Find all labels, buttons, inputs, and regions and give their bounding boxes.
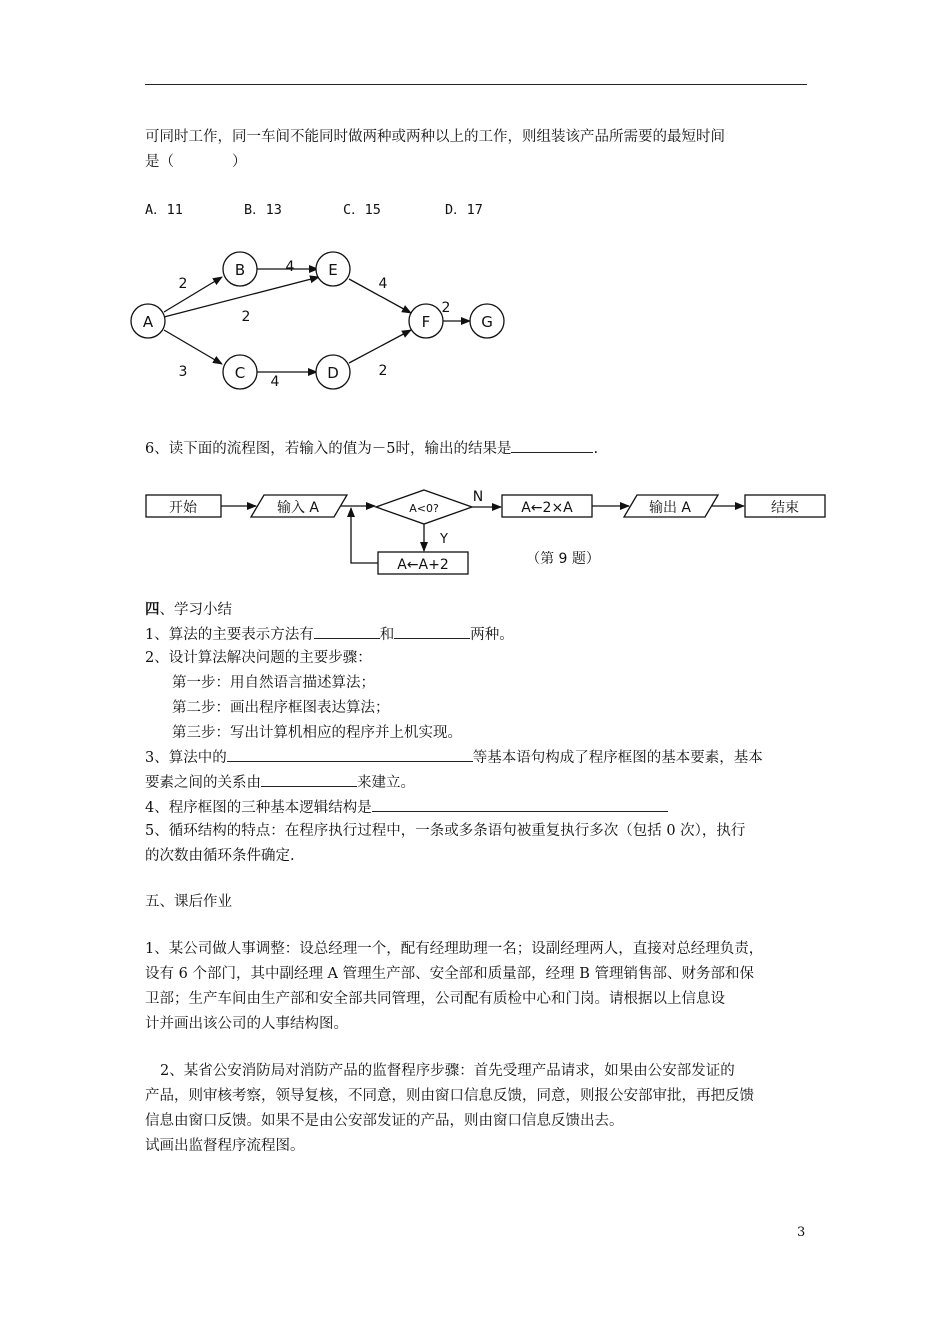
summary-item-1-b: 和 [379,627,395,643]
homework-p2-line-2: 产品，则审核考察，领导复核，不同意，则由窗口信息反馈，同意，则报公安部审批，再把反馈 [145,1088,754,1104]
blank-3b [261,771,357,787]
edge-label-fg: 2 [441,300,451,316]
summary-item-4-text: 4、程序框图的三种基本逻辑结构是 [145,800,372,816]
flow-process-label: A←2×A [521,500,573,516]
flow-loop-label: A←A+2 [397,557,449,573]
summary-item-3-a: 3、算法中的 [145,750,227,766]
edge-label-ab: 2 [178,276,188,292]
q5-option-a: A．11 [145,202,183,218]
summary-item-1-c: 两种。 [470,627,514,643]
q5-line-2: 是（ ） [145,154,247,170]
homework-p1-line-2: 设有 6 个部门，其中副经理 A 管理生产部、安全部和质量部，经理 B 管理销售部、财务部和保 [145,966,755,982]
summary-step-3: 第三步：写出计算机相应的程序并上机实现。 [172,725,462,741]
edge-d-f [349,330,411,363]
homework-p1-line-1: 1、某公司做人事调整：设总经理一个，配有经理助理一名；设副经理两人，直接对总经理负责， [145,941,764,957]
flow-output-label: 输出 A [648,500,692,516]
summary-item-1 [145,623,514,645]
edge-label-ef: 4 [378,276,388,292]
summary-item-1-a: 1、算法的主要表示方法有 [145,627,314,643]
q5-option-d: D．17 [445,202,483,218]
summary-item-5-line-2: 的次数由循环条件确定. [145,848,295,864]
summary-item-3-d: 来建立。 [357,775,415,791]
flow-decision-label: A<0? [409,502,439,515]
flow-caption: （第 9 题） [526,551,600,567]
flow-end-label: 结束 [771,500,799,516]
edge-a-c [164,330,222,364]
summary-item-3-b: 等基本语句构成了程序框图的基本要素，基本 [472,750,763,766]
page-number: 3 [797,1225,806,1240]
summary-item-3-cont [145,771,415,793]
q6-text [145,437,598,459]
q5-option-b: B．13 [244,202,282,218]
q6-prefix: 6、读下面的流程图，若输入的值为－5时，输出的结果是 [145,441,512,457]
homework-p2-line-4: 试画出监督程序流程图。 [145,1138,305,1154]
summary-heading-num: 四 [145,601,160,618]
summary-heading-text: 、学习小结 [159,602,232,618]
q6-answer-blank [511,437,593,453]
homework-p2-line-3: 信息由窗口反馈。如果不是由公安部发证的产品，则由窗口信息反馈出去。 [145,1113,624,1129]
network-diagram [0,0,950,420]
summary-heading [145,600,232,620]
homework-p1-line-3: 卫部；生产车间由生产部和安全部共同管理，公司配有质检中心和门岗。请根据以上信息设 [145,991,725,1007]
flow-input-label: 输入 A [276,500,320,516]
node-label-d: D [327,364,339,382]
flow-start-label: 开始 [169,500,197,516]
homework-p1-line-4: 计并画出该公司的人事结构图。 [145,1016,348,1032]
node-label-a: A [142,313,154,331]
node-label-f: F [421,313,431,331]
edge-label-cd: 4 [270,374,280,390]
edge-a-b [164,277,222,312]
blank-3a [227,746,473,762]
q5-option-c: C．15 [343,202,381,218]
blank-4 [372,796,668,812]
blank-1a [314,623,380,639]
homework-heading: 五、课后作业 [145,894,232,910]
flow-no-label: N [472,489,484,505]
summary-step-2: 第二步：画出程序框图表达算法； [172,700,390,716]
node-label-e: E [328,261,338,279]
flow-yes-label: Y [440,532,448,547]
edge-label-ae: 2 [241,309,251,325]
q6-suffix: . [593,441,599,457]
summary-item-5-line-1: 5、循环结构的特点：在程序执行过程中，一条或多条语句被重复执行多次（包括 0 次），执行 [145,823,746,839]
edge-label-ac: 3 [178,364,188,380]
edge-label-be: 4 [285,259,295,275]
summary-step-1: 第一步：用自然语言描述算法； [172,675,375,691]
summary-item-4 [145,796,668,818]
q5-line-1: 可同时工作，同一车间不能同时做两种或两种以上的工作，则组装该产品所需要的最短时间 [145,129,725,145]
node-label-b: B [234,261,246,279]
summary-item-2: 2、设计算法解决问题的主要步骤： [145,650,372,666]
flowchart [0,470,950,590]
summary-item-3 [145,746,763,768]
node-label-g: G [481,313,493,331]
edge-label-df: 2 [378,363,388,379]
homework-p2-line-1: 2、某省公安消防局对消防产品的监督程序步骤：首先受理产品请求，如果由公安部发证的 [160,1063,735,1079]
blank-1b [394,623,470,639]
node-label-c: C [234,364,246,382]
summary-item-3-c: 要素之间的关系由 [145,775,261,791]
